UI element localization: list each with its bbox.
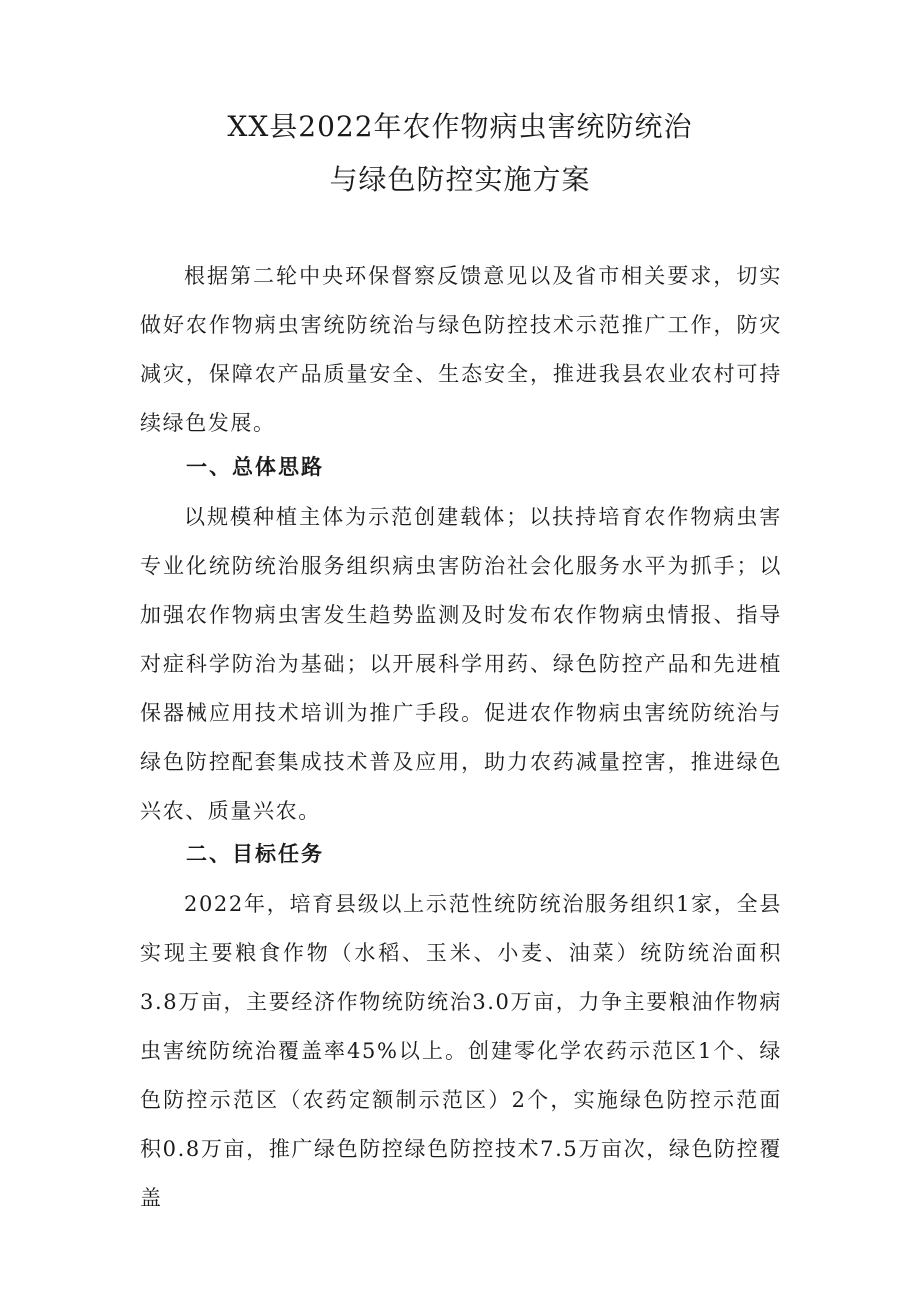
document-title-line2: 与绿色防控实施方案: [329, 163, 591, 196]
intro-paragraph: 根据第二轮中央环保督察反馈意见以及省市相关要求，切实做好农作物病虫害统防统治与绿色防控技术示范推广工作，防灾减灾，保障农产品质量安全、生态安全，推进我县农业农村可持续绿色发展。: [140, 264, 782, 435]
section-paragraph-overall-approach: 以规模种植主体为示范创建载体；以扶持培育农作物病虫害专业化统防统治服务组织病虫害防治社会化服务水平为抓手；以加强农作物病虫害发生趋势监测及时发布农作物病虫情报、指导对症科学防治为基础；以开展科学用药、绿色防控产品和先进植保器械应用技术培训为推广手段。促进农作物病虫害统防统治与绿色防控配套集成技术普及应用，助力农药减量控害，推进绿色兴农、质量兴农。: [140, 505, 782, 823]
section-heading-goals-tasks: 二、目标任务: [186, 842, 324, 866]
document-title-line1: XX县2022年农作物病虫害统防统治: [227, 110, 693, 143]
section-heading-overall-approach: 一、总体思路: [186, 455, 324, 479]
section-paragraph-goals-tasks: 2022年，培育县级以上示范性统防统治服务组织1家，全县实现主要粮食作物（水稻、玉米、小麦、油菜）统防统治面积3.8万亩，主要经济作物统防统治3.0万亩，力争主要粮油作物病虫害统防统治覆盖率45%以上。创建零化学农药示范区1个、绿色防控示范区（农药定额制示范区）2个，实施绿色防控示范面积0.8万亩，推广绿色防控绿色防控技术7.5万亩次，绿色防控覆盖: [140, 892, 782, 1210]
